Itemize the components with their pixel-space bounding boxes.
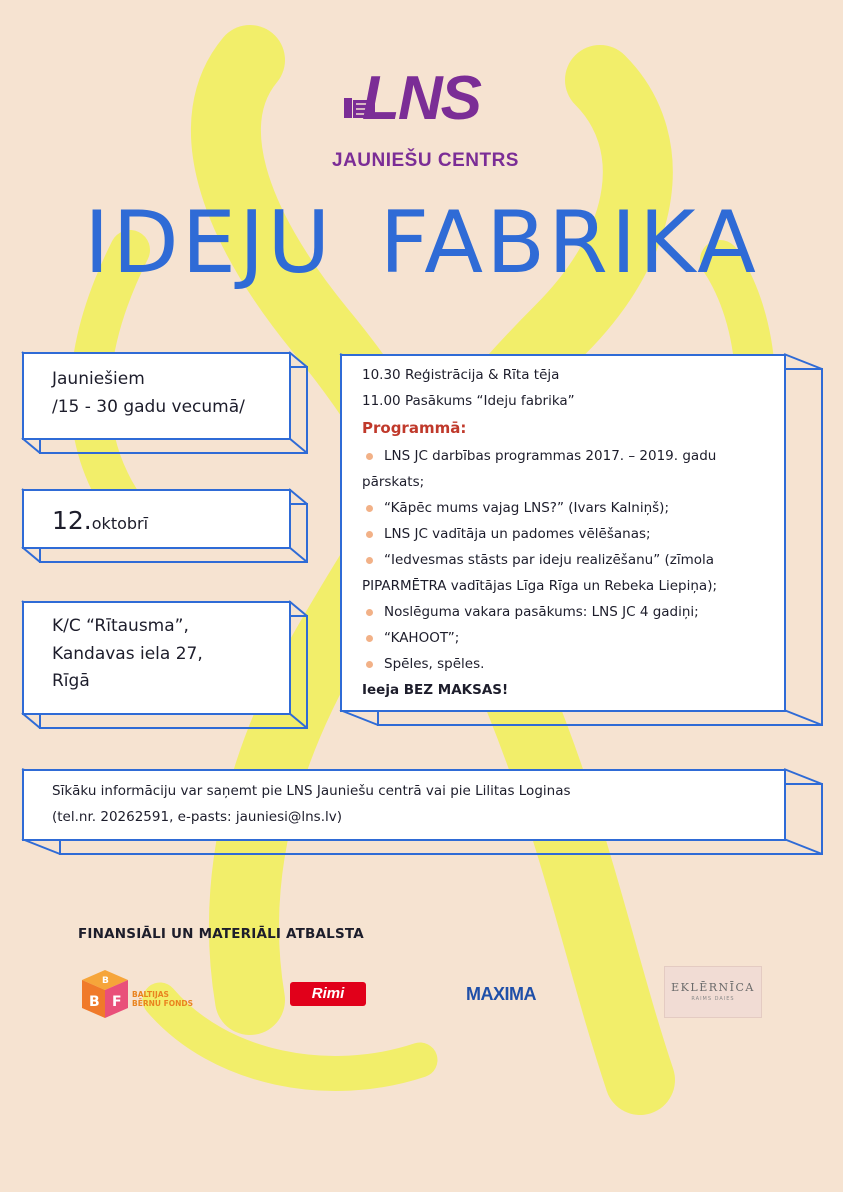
logo-text: LNS <box>362 64 480 133</box>
program-item-cont: pārskats; <box>362 474 425 491</box>
logo-subtitle: JAUNIEŠU CENTRS <box>332 150 519 171</box>
program-item: “Kāpēc mums vajag LNS?” (Ivars Kalniņš); <box>362 495 782 521</box>
program-item: Noslēguma vakara pasākums: LNS JC 4 gadiņi; <box>362 599 782 625</box>
audience-box <box>22 352 312 458</box>
bbf-line2: BĒRNU FONDS <box>132 999 193 1009</box>
info-line1: Sīkāku informāciju var saņemt pie LNS Jauniešu centrā vai pie Lilitas Loginas <box>52 783 571 799</box>
rimi-text: Rimi <box>311 985 345 1002</box>
schedule-content <box>362 362 782 704</box>
audience-line2: /15 - 30 gadu vecumā/ <box>52 396 245 417</box>
date-day: 12. <box>52 506 92 535</box>
sponsor-logos <box>0 960 843 1030</box>
sponsors-title: FINANSIĀLI UN MATERIĀLI ATBALSTA <box>78 926 364 942</box>
bbf-letter: B <box>89 994 100 1010</box>
schedule-item: 11.00 Pasākums “Ideju fabrika” <box>362 393 575 410</box>
maxima-text: MAXIMA <box>466 984 536 1004</box>
bbf-letter: B <box>102 976 109 986</box>
eklernica-sub: RAIMS DAIES <box>691 996 735 1002</box>
lns-logo <box>330 64 530 178</box>
audience-line1: Jauniešiem <box>52 369 145 389</box>
bbf-line1: BALTIJAS <box>132 990 169 999</box>
program-item-cont: PIPARMĒTRA vadītājas Līga Rīga un Rebeka Liepiņa); <box>362 578 718 595</box>
maxima-logo <box>466 984 536 1005</box>
cube-icon <box>80 968 130 1020</box>
program-item: LNS JC darbības programmas 2017. – 2019. gadu <box>362 443 782 469</box>
venue-line3: Rīgā <box>52 671 90 692</box>
rimi-logo <box>290 982 366 1006</box>
venue-box <box>22 601 312 733</box>
free-entry: Ieeja BEZ MAKSAS! <box>362 682 509 699</box>
program-item: Spēles, spēles. <box>362 651 782 677</box>
page-title: IDEJU FABRIKA <box>84 193 759 293</box>
info-box <box>22 769 824 859</box>
date-box <box>22 489 312 567</box>
schedule-item: 10.30 Reģistrācija & Rīta tēja <box>362 367 560 383</box>
eklernica-name: EKLĒRNĪCA <box>671 981 755 994</box>
venue-line1: K/C “Rītausma”, <box>52 616 189 636</box>
bbf-logo <box>80 968 220 1024</box>
program-item: “KAHOOT”; <box>362 625 782 651</box>
venue-line2: Kandavas iela 27, <box>52 643 203 664</box>
program-label: Programmā: <box>362 419 467 438</box>
eklernica-logo <box>664 966 762 1018</box>
date-month: oktobrī <box>91 514 149 533</box>
bbf-letter: F <box>112 994 122 1010</box>
program-item: LNS JC vadītāja un padomes vēlēšanas; <box>362 521 782 547</box>
program-item: “Iedvesmas stāsts par ideju realizēšanu” (zīmola <box>362 547 782 573</box>
info-line2: (tel.nr. 20262591, e-pasts: jauniesi@lns.lv) <box>52 808 342 825</box>
